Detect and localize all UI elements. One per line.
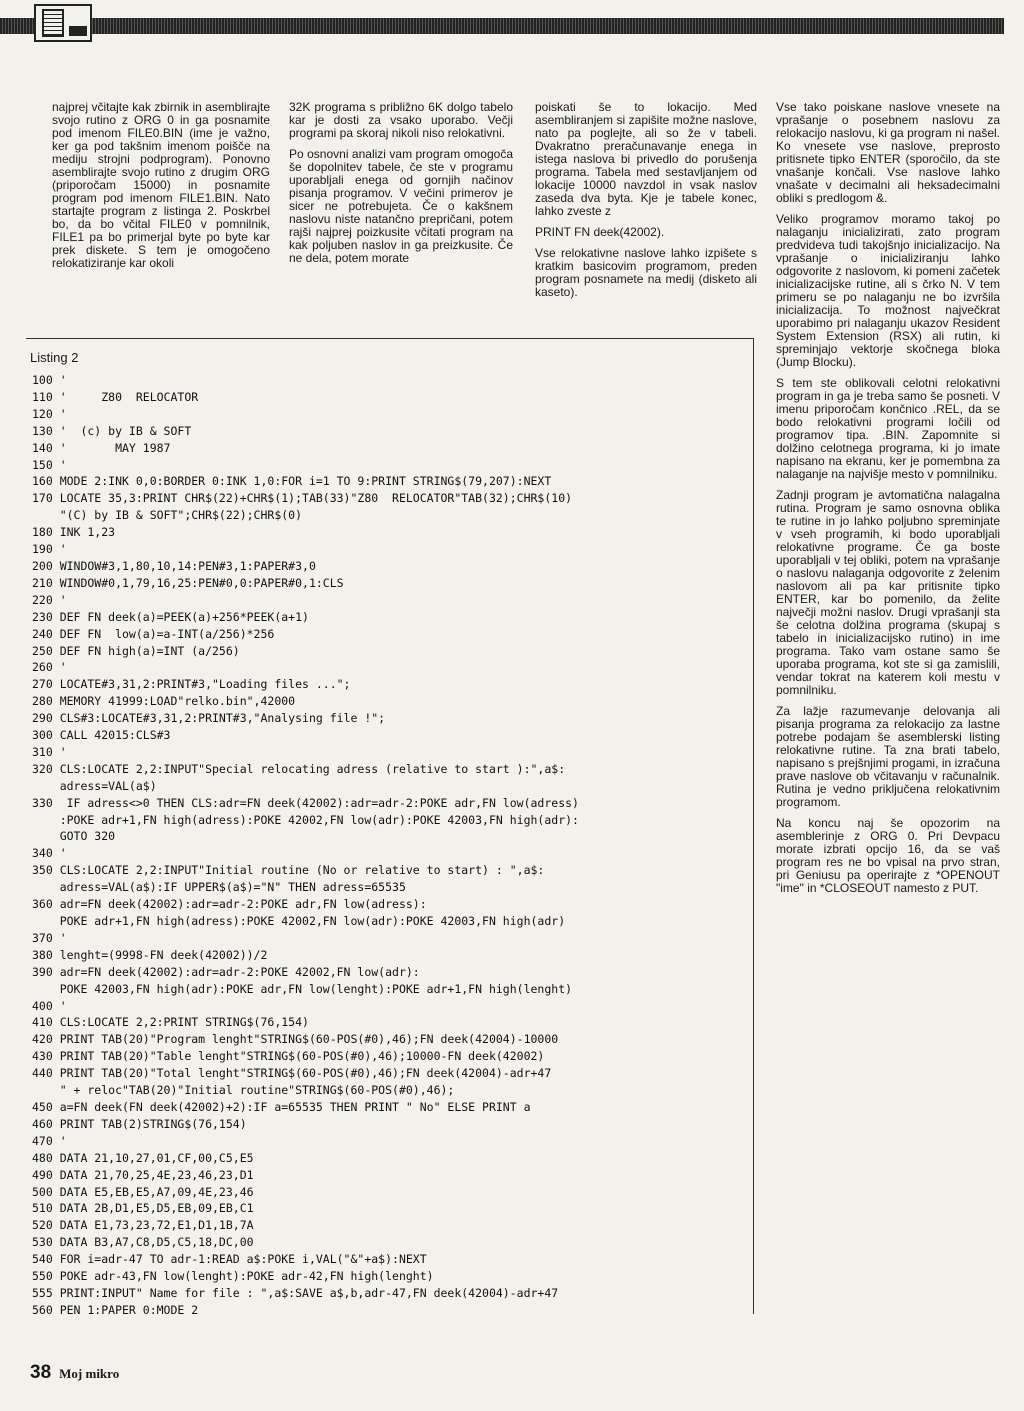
paragraph: Na koncu naj še opozorim na asemblerinje z ORG 0. Pri Devpacu morate izbrati opcijo 16, da se vaš program res ne bo vpisal na prvo stran, pri Geniusu pa operirajte z *OPENOUT "ime" in *CLOSEOUT namesto z PUT. <box>776 816 1000 895</box>
paragraph: Za lažje razumevanje delovanja ali pisanja programa za relokacijo za lastne potrebe podajam še asemblerski listing relokativne rutine. Ta zna brati tabelo, napisano s prejšnjimi progami, in izračuna prave naslove ob včitavanju v računalnik. Rutina je vedno priključena relokativnim programom. <box>776 704 1000 809</box>
code-line: 510 DATA 2B,D1,E5,D5,EB,09,EB,C1 <box>32 1201 254 1216</box>
code-line: 170 LOCATE 35,3:PRINT CHR$(22)+CHR$(1);TAB(33)"Z80 RELOCATOR"TAB(32);CHR$(10) <box>32 491 573 506</box>
paragraph: Veliko programov moramo takoj po nalaganju inicializirati, zato program predvideva tudi takojšnjo inicializacijo. Na vprašanje o inicializiranju lahko odgovorite z naslovom, ki pomeni začetek inicializacijske rutine, ali s črko N. V tem primeru se po nalaganju ne bo izvršila inicializacija. To možnost največkrat uporabimo pri nalaganju ukazov Resident System Extension (RSX) ali rutin, ki spreminjajo vektorje skočnega bloka (Jump Blocku). <box>776 212 1000 369</box>
text-column-3 <box>535 101 757 307</box>
code-line: 310 ' <box>32 744 67 759</box>
code-line: 530 DATA B3,A7,C8,D5,C5,18,DC,00 <box>32 1235 254 1250</box>
code-line: 555 PRINT:INPUT" Name for file : ",a$:SAVE a$,b,adr-47,FN deek(42004)-adr+47 <box>32 1285 559 1300</box>
code-line: "(C) by IB & SOFT";CHR$(22);CHR$(0) <box>32 508 303 523</box>
paragraph: Po osnovni analizi vam program omogoča še dopolnitev tabele, če ste v programu uporabljali enega od gornjih načinov pisanja programov. V večini primerov je sicer ne potrebujeta. Če o kakšnem naslovu niste natančno prepričani, potem rajši najprej poizkusite včitati program na kak poljuben naslov in ga preizkusite. Če ne dela, potem morate <box>289 147 513 265</box>
code-line: 110 ' Z80 RELOCATOR <box>32 389 199 404</box>
code-line: 240 DEF FN low(a)=a-INT(a/256)*256 <box>32 626 275 641</box>
code-line: 410 CLS:LOCATE 2,2:PRINT STRING$(76,154) <box>32 1015 309 1030</box>
code-line: POKE 42003,FN high(adr):POKE adr,FN low(lenght):POKE adr+1,FN high(lenght) <box>32 981 573 996</box>
code-line: 420 PRINT TAB(20)"Program lenght"STRING$(60-POS(#0),46);FN deek(42004)-10000 <box>32 1032 559 1047</box>
magazine-logo-icon <box>34 4 92 42</box>
paragraph: poiskati še to lokacijo. Med asembliranjem si zapišite možne naslove, nato pa poglejte, ali so že v tabeli. Dvakratno preračunavanje enega in istega naslova bi privedlo do porušenja programa. Tabela med sestavljanjem od lokacije 10000 navzdol in vsak naslov zaseda dva byta. Kje je tabele konec, lahko zveste z <box>535 100 757 218</box>
code-line: 230 DEF FN deek(a)=PEEK(a)+256*PEEK(a+1) <box>32 609 309 624</box>
header-bar <box>0 18 1004 34</box>
code-line: 470 ' <box>32 1133 67 1148</box>
page-footer <box>30 1362 119 1384</box>
code-line: 520 DATA E1,73,23,72,E1,D1,1B,7A <box>32 1218 254 1233</box>
paragraph: Zadnji program je avtomatična nalagalna rutina. Program je samo osnovna oblika te rutine in jo lahko poljubno spreminjate v vseh programih, ki bodo uporabljali relokativne programe. Če ga boste uporabljali v tej obliki, potem na vprašanje o naslovu nalaganja odgovorite z želenim naslovom ali pa kar pritisnite tipko ENTER, kar bo pomenilo, da želite največji možni naslov. Drugi vprašanji sta še celotna dolžina programa (skupaj s tabelo in inicializacijsko rutino) in ime programa. Tako vam ostane samo še uporaba programa, kot ste si ga zamislili, vendar tokrat na katerem koli mestu v pomnilniku. <box>776 488 1000 697</box>
code-line: 460 PRINT TAB(2)STRING$(76,154) <box>32 1116 247 1131</box>
code-line: 390 adr=FN deek(42002):adr=adr-2:POKE 42002,FN low(adr): <box>32 964 420 979</box>
code-line: 380 lenght=(9998-FN deek(42002))/2 <box>32 947 268 962</box>
code-line: 540 FOR i=adr-47 TO adr-1:READ a$:POKE i,VAL("&"+a$):NEXT <box>32 1252 427 1267</box>
code-line: :POKE adr+1,FN high(adress):POKE 42002,FN low(adr):POKE 42003,FN high(adr): <box>32 812 579 827</box>
code-line: 300 CALL 42015:CLS#3 <box>32 728 171 743</box>
code-line: 140 ' MAY 1987 <box>32 440 171 455</box>
code-line: 320 CLS:LOCATE 2,2:INPUT"Special relocating adress (relative to start ):",a$: <box>32 761 566 776</box>
code-line: 500 DATA E5,EB,E5,A7,09,4E,23,46 <box>32 1184 254 1199</box>
paragraph: 32K programa s približno 6K dolgo tabelo kar je dosti za vsako uporabo. Večji programi pa skoraj nikoli niso relokativni. <box>289 100 513 140</box>
code-line: 270 LOCATE#3,31,2:PRINT#3,"Loading files ..."; <box>32 677 351 692</box>
code-line: 350 CLS:LOCATE 2,2:INPUT"Initial routine (No or relative to start) : ",a$: <box>32 863 545 878</box>
paragraph: Vse relokativne naslove lahko izpišete s kratkim basicovim programom, preden program posnamete na medij (disketo ali kaseto). <box>535 246 757 299</box>
code-line: 130 ' (c) by IB & SOFT <box>32 423 192 438</box>
code-line: 560 PEN 1:PAPER 0:MODE 2 <box>32 1302 199 1317</box>
code-line: 440 PRINT TAB(20)"Total lenght"STRING$(60-POS(#0),46);FN deek(42004)-adr+47 <box>32 1066 552 1081</box>
basic-listing <box>32 372 750 1319</box>
code-line: POKE adr+1,FN high(adress):POKE 42002,FN low(adr):POKE 42003,FN high(adr) <box>32 914 566 928</box>
paragraph: PRINT FN deek(42002). <box>535 225 665 239</box>
code-line: 400 ' <box>32 998 67 1013</box>
text-column-4 <box>776 101 1000 903</box>
code-line: adress=VAL(a$) <box>32 778 157 793</box>
code-line: 200 WINDOW#3,1,80,10,14:PEN#3,1:PAPER#3,0 <box>32 558 316 573</box>
code-line: 120 ' <box>32 406 67 421</box>
code-line: 210 WINDOW#0,1,79,16,25:PEN#0,0:PAPER#0,1:CLS <box>32 575 344 590</box>
code-line: 160 MODE 2:INK 0,0:BORDER 0:INK 1,0:FOR i=1 TO 9:PRINT STRING$(79,207):NEXT <box>32 474 552 489</box>
code-line: adress=VAL(a$):IF UPPER$(a$)="N" THEN adress=65535 <box>32 880 406 895</box>
magazine-name: Moj mikro <box>59 1366 120 1381</box>
page-number: 38 <box>30 1362 52 1383</box>
code-line: 430 PRINT TAB(20)"Table lenght"STRING$(60-POS(#0),46);10000-FN deek(42002) <box>32 1049 545 1064</box>
code-line: 480 DATA 21,10,27,01,CF,00,C5,E5 <box>32 1150 254 1165</box>
code-line: 490 DATA 21,70,25,4E,23,46,23,D1 <box>32 1167 254 1182</box>
code-line: 190 ' <box>32 542 67 557</box>
code-line: 340 ' <box>32 846 67 861</box>
code-line: GOTO 320 <box>32 829 116 844</box>
code-line: 180 INK 1,23 <box>32 525 116 540</box>
code-line: 360 adr=FN deek(42002):adr=adr-2:POKE adr,FN low(adress): <box>32 897 427 912</box>
code-line: 260 ' <box>32 660 67 675</box>
code-line: 220 ' <box>32 592 67 607</box>
paragraph: najprej včitajte kak zbirnik in asemblirajte svojo rutino z ORG 0 in ga posnamite pod imenom FILE0.BIN (ime je važno, ker ga pod takšnim imenom poišče na mediju strojni podprogram). Ponovno asemblirajte svojo rutino z drugim ORG (priporočam 15000) in posnamite program pod imenom FILE1.BIN. Nato startajte program z listinga 2. Poskrbel bo, da bo včital FILE0 v pomnilnik, FILE1 pa bo primerjal byte po byte kar prek diskete. S tem je omogočeno relokatiziranje kar okoli <box>52 100 270 270</box>
code-line: 250 DEF FN high(a)=INT (a/256) <box>32 643 240 658</box>
paragraph: Vse tako poiskane naslove vnesete na vprašanje o posebnem naslovu za relokacijo naslovu, ki ga program ni našel. Ko vnesete vse naslove, preprosto pritisnete tipko ENTER (sporočilo, da ste vnašanje končali. Vse naslove lahko vnašate v decimalni ali heksadecimalni obliki s predlogom &. <box>776 100 1000 205</box>
code-line: " + reloc"TAB(20)"Initial routine"STRING$(60-POS(#0),46); <box>32 1083 455 1098</box>
code-line: 370 ' <box>32 930 67 945</box>
code-line: 100 ' <box>32 373 67 387</box>
text-column-2 <box>289 101 513 273</box>
code-line: 290 CLS#3:LOCATE#3,31,2:PRINT#3,"Analysing file !"; <box>32 711 386 726</box>
code-line: 550 POKE adr-43,FN low(lenght):POKE adr-42,FN high(lenght) <box>32 1269 434 1284</box>
code-line: 150 ' <box>32 457 67 472</box>
paragraph: S tem ste oblikovali celotni relokativni program in ga je treba samo še posneti. V imenu priporočam končnico .REL, da se bodo relokativni programi ločili od programov tipa. .BIN. Zapomnite si dolžino celotnega programa, ki jo imate napisano na ekranu, ker je pomembna za nalaganje na najvišje mesto v pomnilniku. <box>776 376 1000 481</box>
code-line: 330 IF adress<>0 THEN CLS:adr=FN deek(42002):adr=adr-2:POKE adr,FN low(adress) <box>32 795 579 810</box>
text-column-1 <box>52 101 270 278</box>
code-line: 280 MEMORY 41999:LOAD"relko.bin",42000 <box>32 694 296 709</box>
listing-title: Listing 2 <box>30 350 79 365</box>
code-line: 450 a=FN deek(FN deek(42002)+2):IF a=65535 THEN PRINT " No" ELSE PRINT a <box>32 1099 531 1114</box>
